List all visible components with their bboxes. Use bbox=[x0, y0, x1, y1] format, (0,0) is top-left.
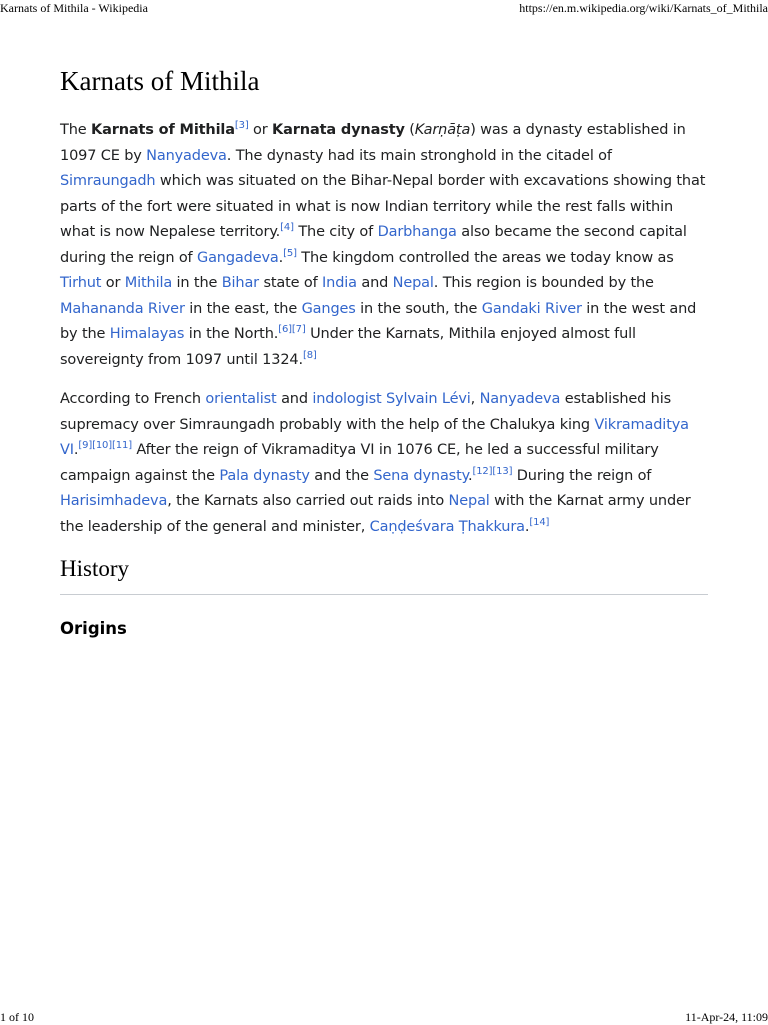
citation-link[interactable]: [3] bbox=[234, 120, 249, 132]
link-nepal[interactable]: Nepal bbox=[392, 275, 434, 291]
page-title-header: Karnats of Mithila - Wikipedia bbox=[0, 1, 148, 15]
citation-link[interactable]: [7] bbox=[291, 324, 306, 336]
link-gangadeva[interactable]: Gangadeva bbox=[196, 249, 279, 266]
link-india[interactable]: India bbox=[322, 275, 357, 291]
citation bbox=[529, 517, 549, 528]
link-pala-dynasty[interactable]: Pala dynasty bbox=[219, 467, 310, 484]
link-mithila[interactable]: Mithila bbox=[124, 275, 173, 291]
citation bbox=[235, 120, 249, 131]
link-darbhanga[interactable]: Darbhanga bbox=[377, 224, 457, 240]
citation bbox=[303, 350, 317, 361]
link-sena-dynasty[interactable]: Sena dynasty bbox=[373, 467, 468, 484]
link-ganges[interactable]: Ganges bbox=[301, 300, 356, 317]
citation-link[interactable]: [13] bbox=[492, 465, 513, 477]
intro-paragraph-2: According to French orientalist and indologist Sylvain Lévi, Nanyadeva established his supremacy over Simraungadh probably with the help of the Chalukya king Vikramaditya VI.[9][10][11] After the reign of Vikramaditya VI in 1076 CE, he led a successful military campaign against the Pala dynasty and the Sena dynasty.[12][13] During the reign of Harisimhadeva, the Karnats also carried out raids into Nepal with the Karnat army under the leadership of the general and minister, Caṇḍeśvara Ṭhakkura.[14] bbox=[60, 391, 691, 535]
citation bbox=[280, 222, 294, 233]
citation-link[interactable]: [14] bbox=[529, 516, 550, 528]
subsection-heading-origins: Origins bbox=[60, 619, 127, 638]
link-indologist[interactable]: indologist bbox=[312, 391, 382, 407]
article-content bbox=[60, 62, 708, 641]
bold-term: Karnata dynasty bbox=[272, 122, 405, 138]
link-sylvain-levi[interactable]: Sylvain Lévi bbox=[386, 391, 471, 407]
link-vikramaditya-vi[interactable]: Vikramaditya VI bbox=[60, 416, 689, 458]
citation-link[interactable]: [5] bbox=[283, 247, 297, 259]
article-title: Karnats of Mithila bbox=[60, 66, 260, 96]
link-tirhut[interactable]: Tirhut bbox=[60, 275, 102, 291]
link-orientalist[interactable]: orientalist bbox=[205, 391, 277, 407]
citation-link[interactable]: [11] bbox=[112, 440, 132, 452]
citation-link[interactable]: [12] bbox=[472, 465, 493, 477]
link-gandaki-river[interactable]: Gandaki River bbox=[481, 300, 582, 317]
citation-link[interactable]: [9] bbox=[78, 440, 93, 452]
citation-link[interactable]: [4] bbox=[280, 222, 294, 234]
print-header bbox=[0, 1, 768, 15]
citation bbox=[283, 248, 297, 259]
link-candesvara-thakkura[interactable]: Caṇḍeśvara Ṭhakkura bbox=[369, 518, 525, 535]
citation-link[interactable]: [6] bbox=[278, 324, 292, 336]
print-footer bbox=[0, 1010, 768, 1024]
page-number: 1 of 10 bbox=[0, 1010, 34, 1024]
link-nanyadeva[interactable]: Nanyadeva bbox=[479, 391, 561, 407]
link-bihar[interactable]: Bihar bbox=[221, 275, 259, 291]
section-heading-history[interactable]: History bbox=[60, 554, 708, 595]
citation bbox=[278, 324, 305, 335]
citation bbox=[78, 440, 132, 451]
link-nanyadeva[interactable]: Nanyadeva bbox=[146, 147, 227, 164]
citation-link[interactable]: [8] bbox=[302, 349, 317, 361]
link-mahananda-river[interactable]: Mahananda River bbox=[60, 300, 185, 317]
citation bbox=[472, 466, 512, 477]
intro-paragraph-1: The Karnats of Mithila[3] or Karnata dynasty (Karṇāṭa) was a dynasty established in 1097 CE by Nanyadeva. The dynasty had its main stronghold in the citadel of Simraungadh which was situated on the Bihar-Nepal border with excavations showing that parts of the fort were situated in what is now Indian territory while the rest falls within what is now Nepalese territory.[4] The city of Darbhanga also became the second capital during the reign of Gangadeva.[5] The kingdom controlled the areas we today know as Tirhut or Mithila in the Bihar state of India and Nepal. This region is bounded by the Mahananda River in the east, the Ganges in the south, the Gandaki River in the west and by the Himalayas in the North.[6][7] Under the Karnats, Mithila enjoyed almost full sovereignty from 1097 until 1324.[8] bbox=[60, 120, 706, 368]
link-harisimhadeva[interactable]: Harisimhadeva bbox=[60, 493, 168, 509]
bold-term: Karnats of Mithila bbox=[90, 122, 235, 138]
citation-link[interactable]: [10] bbox=[92, 440, 113, 452]
italic-term: Karṇāṭa bbox=[414, 122, 471, 138]
link-simraungadh[interactable]: Simraungadh bbox=[60, 173, 156, 189]
link-himalayas[interactable]: Himalayas bbox=[109, 326, 185, 342]
page-url-header: https://en.m.wikipedia.org/wiki/Karnats_of_Mithila bbox=[519, 1, 768, 15]
link-nepal[interactable]: Nepal bbox=[448, 493, 490, 509]
print-datetime: 11-Apr-24, 11:09 bbox=[685, 1010, 768, 1024]
